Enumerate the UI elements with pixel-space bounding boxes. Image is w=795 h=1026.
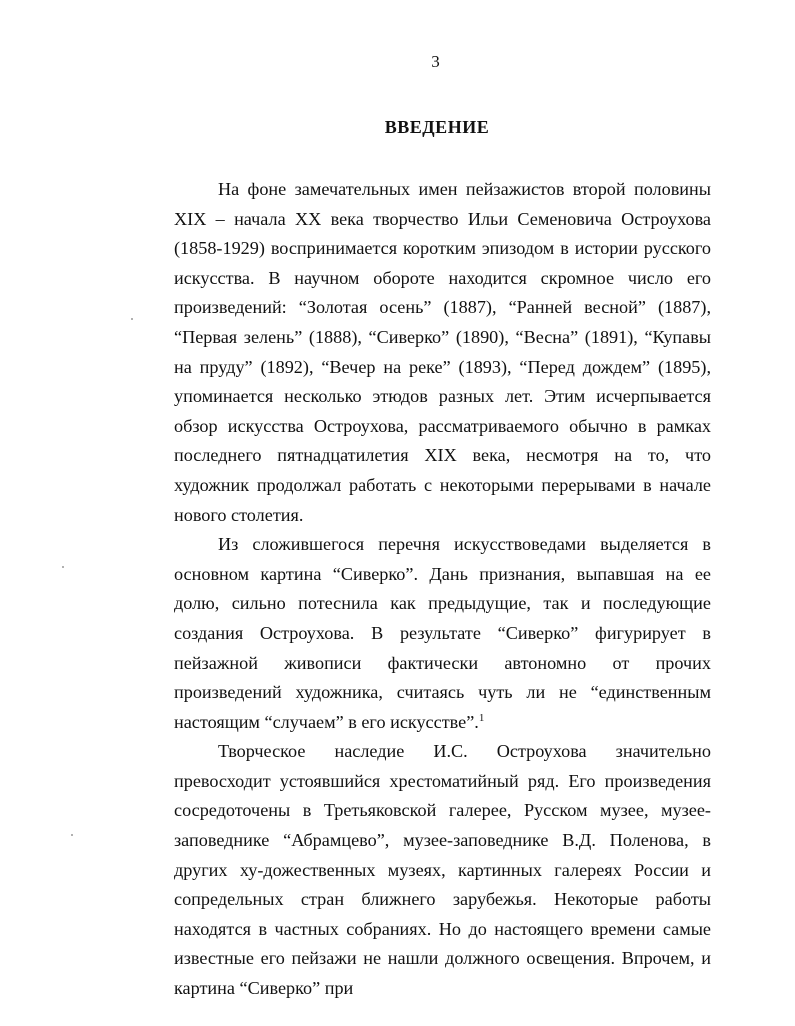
scan-speck (62, 566, 64, 568)
section-title: ВВЕДЕНИЕ (384, 117, 490, 137)
footnote-reference: 1 (478, 711, 485, 724)
paragraph-3-text: Творческое наследие И.С. Остроухова значительно превосходит устоявшийся хрестоматийный ряд. Его произведения сосредоточены в Третьяковской галерее, Русском музее, музее-заповеднике “Абрамцево”, музее-заповеднике В.Д. Поленова, в других ху-дожественных музеях, картинных галереях России и сопредельных стран ближнего зарубежья. Некоторые работы находятся в частных собраниях. Но до настоящего времени самые известные его пейзажи не нашли должного освещения. Впрочем, и картина “Сиверко” при (174, 741, 711, 999)
paragraph-1-text: На фоне замечательных имен пейзажистов второй половины XIX – начала XX века творчество Ильи Семеновича Остроухова (1858-1929) воспринимается коротким эпизодом в истории русского искусства. В научном обороте находится скромное число его произведений: “Золотая осень” (1887), “Ранней весной” (1887), “Первая зелень” (1888), “Сиверко” (1890), “Весна” (1891), “Купавы на пруду” (1892), “Вечер на реке” (1893), “Перед дождем” (1895), упоминается несколько этюдов разных лет. Этим исчерпывается обзор искусства Остроухова, рассматриваемого обычно в рамках последнего пятнадцатилетия XIX века, несмотря на то, что художник продолжал работать с некоторыми перерывами в начале нового столетия. (174, 179, 711, 525)
scan-speck (71, 834, 73, 836)
paragraph-3 (174, 737, 711, 1003)
paragraph-1 (174, 175, 711, 530)
page-number: 3 (431, 52, 440, 71)
paragraph-2 (174, 530, 711, 737)
body-text (174, 175, 711, 1004)
paragraph-2-text: Из сложившегося перечня искусствоведами выделяется в основном картина “Сиверко”. Дань признания, выпавшая на ее долю, сильно потеснила как предыдущие, так и последующие создания Остроухова. В результате “Сиверко” фигурирует в пейзажной живописи фактически автономно от прочих произведений художника, считаясь чуть ли не “единственным настоящим “случаем” в его искусстве”. (174, 534, 711, 732)
scan-speck (131, 318, 133, 320)
